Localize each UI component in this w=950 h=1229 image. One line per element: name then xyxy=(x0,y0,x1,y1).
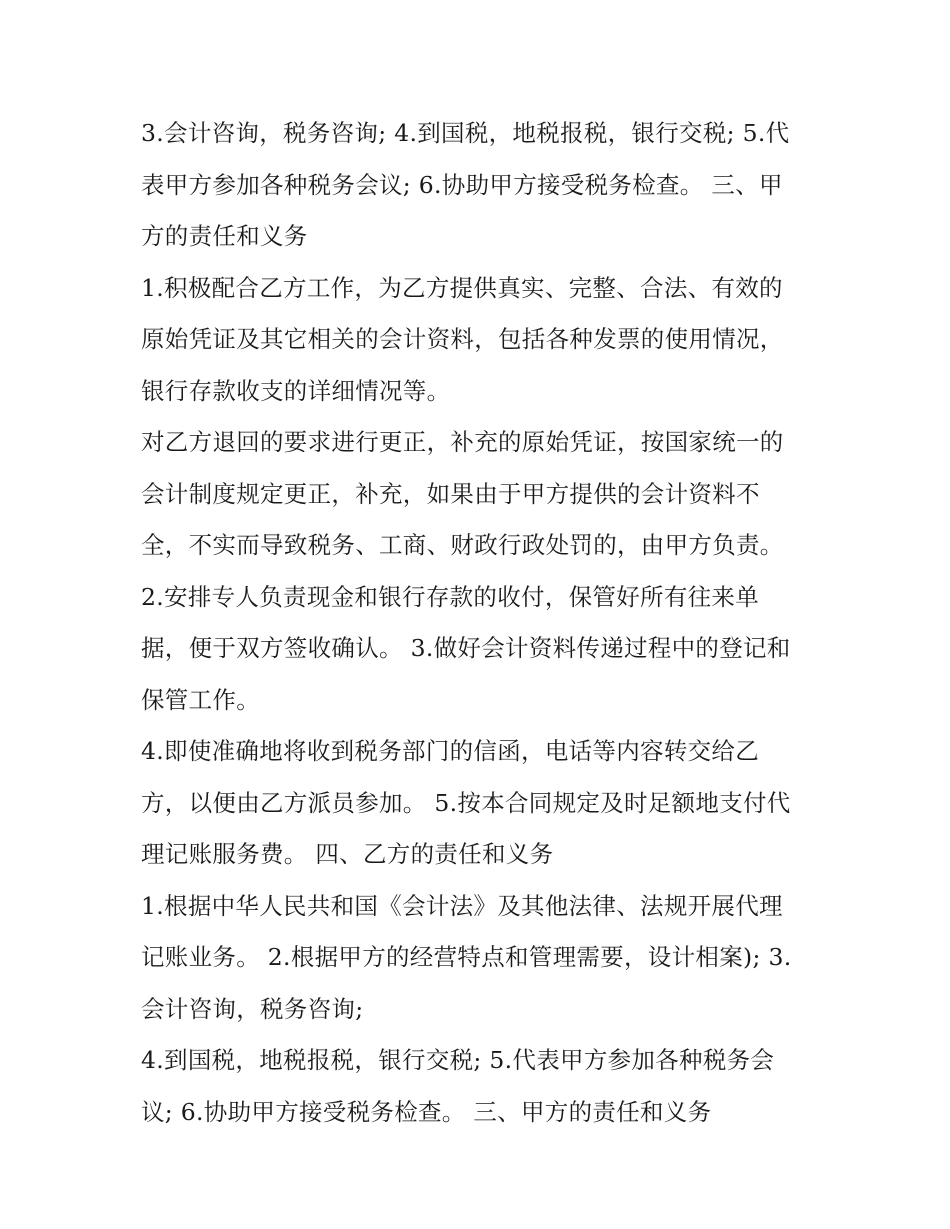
text-line: 对乙方退回的要求进行更正，补充的原始凭证，按国家统一的 xyxy=(141,428,784,456)
text-line: 4.即使准确地将收到税务部门的信函，电话等内容转交给乙 xyxy=(141,737,760,765)
text-line: 4.到国税，地税报税，银行交税; 5.代表甲方参加各种税务会 xyxy=(141,1046,775,1074)
text-line: 1.积极配合乙方工作，为乙方提供真实、完整、合法、有效的 xyxy=(141,273,783,302)
text-line: 银行存款收支的详细情况等。 xyxy=(141,376,451,405)
text-line: 全，不实而导致税务、工商、财政行政处罚的，由甲方负责。 xyxy=(141,531,784,559)
text-line: 方的责任和义务 xyxy=(141,222,308,250)
text-line: 保管工作。 xyxy=(141,685,260,714)
text-line: 会计制度规定更正，补充，如果由于甲方提供的会计资料不 xyxy=(141,479,760,508)
text-line: 据，便于双方签收确认。 3.做好会计资料传递过程中的登记和 xyxy=(141,634,791,662)
text-line: 会计咨询，税务咨询; xyxy=(141,994,364,1023)
text-line: 表甲方参加各种税务会议; 6.协助甲方接受税务检查。 三、甲 xyxy=(141,170,783,199)
text-line: 议; 6.协助甲方接受税务检查。 三、甲方的责任和义务 xyxy=(141,1097,712,1126)
document-body xyxy=(141,108,821,1138)
text-line: 原始凭证及其它相关的会计资料，包括各种发票的使用情况， xyxy=(141,325,784,353)
text-line: 记账业务。 2.根据甲方的经营特点和管理需要，设计相案); 3. xyxy=(141,943,792,971)
text-line: 2.安排专人负责现金和银行存款的收付，保管好所有往来单 xyxy=(141,582,760,611)
text-line: 1.根据中华人民共和国《会计法》及其他法律、法规开展代理 xyxy=(141,891,783,920)
text-line: 3.会计咨询，税务咨询; 4.到国税，地税报税，银行交税; 5.代 xyxy=(141,119,790,147)
text-line: 理记账服务费。 四、乙方的责任和义务 xyxy=(141,840,554,868)
text-line: 方，以便由乙方派员参加。 5.按本合同规定及时足额地支付代 xyxy=(141,788,791,817)
